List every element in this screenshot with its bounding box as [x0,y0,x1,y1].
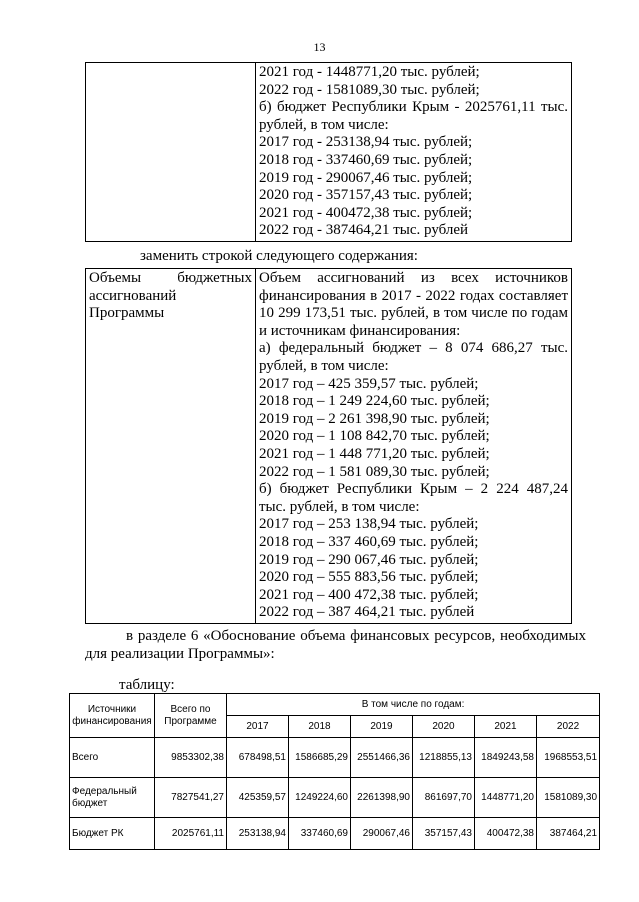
new-line: б) бюджет Республики Крым – 2 224 487,24 [259,481,568,498]
row-value: 357157,43 [413,818,475,850]
old-line: 2019 год - 290067,46 тыс. рублей; [259,169,473,186]
section-6-line1: в разделе 6 «Обоснование объема финансовых ресурсов, необходимых [126,628,586,644]
row-label: Всего [70,738,155,778]
new-line: 2018 год – 337 460,69 тыс. рублей; [259,533,479,550]
row-value: 1218855,13 [413,738,475,778]
old-table-label-cell [86,63,256,242]
old-line: 2020 год - 357157,43 тыс. рублей; [259,187,473,204]
row-value: 253138,94 [227,818,289,850]
row-value: 337460,69 [289,818,351,850]
page-number: 13 [313,40,326,54]
year-cell: 2018 [289,716,351,738]
row-value: 425359,57 [227,778,289,818]
new-line: а) федеральный бюджет – 8 074 686,27 тыс. [259,340,568,357]
old-line: б) бюджет Республики Крым - 2025761,11 тыс. [259,99,568,116]
label-line: Объемы бюджетных [89,270,252,286]
financing-table [69,693,600,850]
new-line: 2020 год – 1 108 842,70 тыс. рублей; [259,428,490,445]
row-value: 1968553,51 [537,738,600,778]
new-line: финансирования в 2017 - 2022 годах составляет [259,287,568,304]
new-line: Объем ассигнований из всех источников [259,270,568,286]
section-6-line2: для реализации Программы»: [85,646,275,662]
header-total [155,694,227,738]
replace-instruction: заменить строкой следующего содержания: [140,248,418,264]
row-value: 1849243,58 [475,738,537,778]
old-program-table [85,62,572,242]
year-cell: 2021 [475,716,537,738]
new-line: 2021 год – 400 472,38 тыс. рублей; [259,586,479,603]
old-table-content-cell [256,63,572,242]
header-row [70,694,600,716]
old-line: рублей, в том числе: [259,116,389,133]
new-line: 2018 год – 1 249 224,60 тыс. рублей; [259,393,490,410]
new-line: 2019 год – 290 067,46 тыс. рублей; [259,551,479,568]
row-value: 2261398,90 [351,778,413,818]
old-line: 2021 год - 1448771,20 тыс. рублей; [259,64,480,80]
table-word: таблицу: [119,677,175,693]
new-line: и источникам финансирования: [259,322,461,339]
new-table-label-cell [86,269,256,624]
new-line: рублей, в том числе: [259,357,389,374]
new-table-content-cell [256,269,572,624]
old-table-row [86,63,572,242]
header-sources-line: Источники [87,703,137,715]
row-label-line: Федеральный [72,785,137,797]
row-total: 2025761,11 [155,818,227,850]
year-cell: 2017 [227,716,289,738]
row-value: 678498,51 [227,738,289,778]
new-line: 2021 год – 1 448 771,20 тыс. рублей; [259,445,490,462]
new-program-table [85,268,572,624]
row-label [70,778,155,818]
year-cell: 2019 [351,716,413,738]
old-line: 2022 год - 1581089,30 тыс. рублей; [259,81,480,98]
new-table-row [86,269,572,624]
header-sources [70,694,155,738]
row-value: 1448771,20 [475,778,537,818]
row-label: Бюджет РК [70,818,155,850]
new-line: 2017 год – 425 359,57 тыс. рублей; [259,375,479,392]
table-row [70,738,600,778]
new-line: тыс. рублей, в том числе: [259,498,420,515]
row-value: 1586685,29 [289,738,351,778]
header-total-line: Программе [164,715,217,727]
table-row [70,818,600,850]
row-value: 400472,38 [475,818,537,850]
new-line: 2022 год – 387 464,21 тыс. рублей [259,604,475,621]
year-cell: 2022 [537,716,600,738]
new-line: 2020 год – 555 883,56 тыс. рублей; [259,569,479,586]
new-line: 2022 год – 1 581 089,30 тыс. рублей; [259,463,490,480]
old-line: 2022 год - 387464,21 тыс. рублей [259,222,469,239]
header-total-line: Всего по [170,703,211,715]
row-total: 9853302,38 [155,738,227,778]
row-label-line: бюджет [72,797,108,809]
row-total: 7827541,27 [155,778,227,818]
new-line: 2017 год – 253 138,94 тыс. рублей; [259,516,479,533]
old-line: 2021 год - 400472,38 тыс. рублей; [259,204,473,221]
row-value: 861697,70 [413,778,475,818]
new-line: 10 299 173,51 тыс. рублей, в том числе по годам [259,305,568,322]
table-row [70,778,600,818]
old-line: 2017 год - 253138,94 тыс. рублей; [259,134,473,151]
row-value: 290067,46 [351,818,413,850]
row-value: 1581089,30 [537,778,600,818]
header-years: В том числе по годам: [227,694,600,716]
label-line: ассигнований [89,287,177,304]
label-line: Программы [89,305,165,322]
new-line: 2019 год – 2 261 398,90 тыс. рублей; [259,410,490,427]
year-cell: 2020 [413,716,475,738]
old-line: 2018 год - 337460,69 тыс. рублей; [259,151,473,168]
row-value: 2551466,36 [351,738,413,778]
row-value: 1249224,60 [289,778,351,818]
row-value: 387464,21 [537,818,600,850]
header-sources-line: финансирования [72,715,152,727]
